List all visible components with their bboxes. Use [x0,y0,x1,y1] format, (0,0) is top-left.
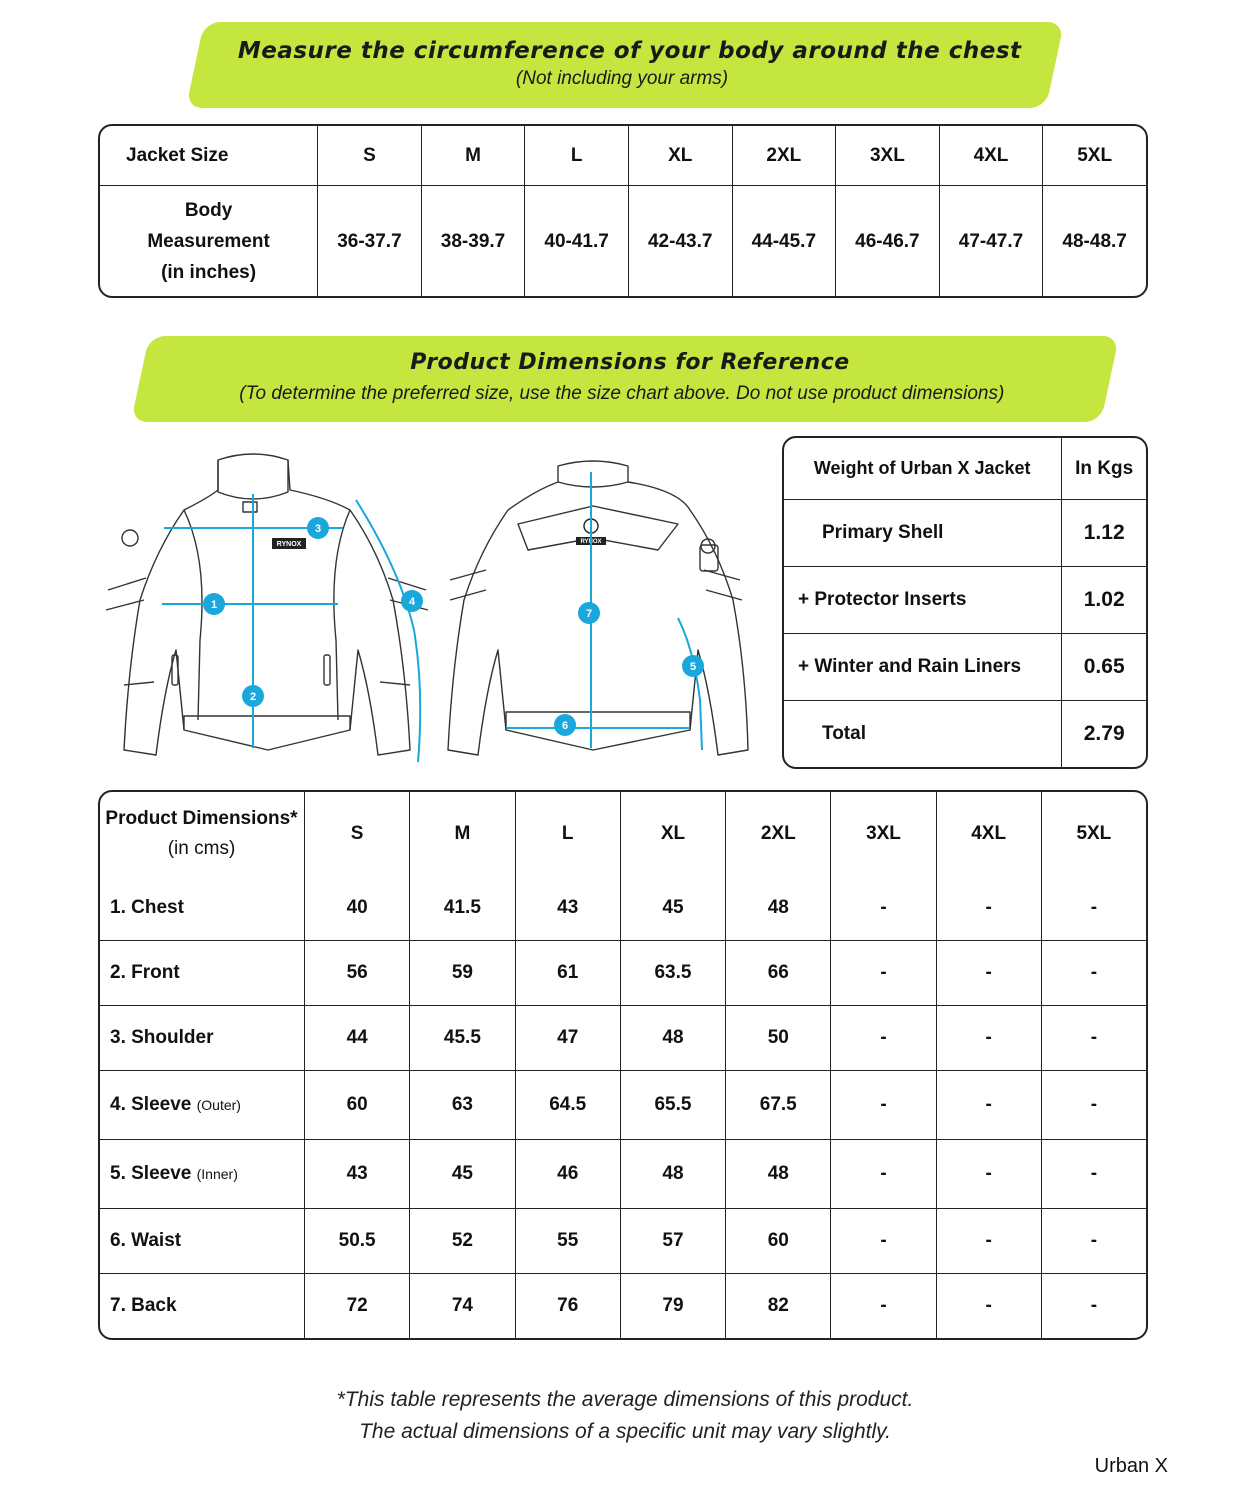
weight-label-liners: + Winter and Rain Liners [784,634,1062,701]
marker-7 [578,602,600,624]
dims-row-label [100,1274,305,1338]
dims-row-label-text: 2. Front [110,962,180,983]
size-header-2xl: 2XL [733,126,837,186]
svg-text:2: 2 [249,691,257,703]
dims-row [100,1140,1146,1209]
dims-cell: - [937,1209,1042,1274]
weight-row-liners [784,634,1146,701]
body-measurement-l: 40-41.7 [525,186,629,296]
dims-row-label-text: 7. Back [110,1295,177,1316]
dims-cell: 66 [726,941,831,1006]
body-measurement-label-line1: Body [184,199,233,221]
weight-value-protector-inserts: 1.02 [1062,567,1146,634]
dims-cell: 79 [621,1274,726,1338]
size-chart-header-row [100,126,1146,186]
measurement-lines [162,472,702,762]
dims-cell: - [1042,1071,1146,1140]
dims-row-label [100,941,305,1006]
weight-label-protector-inserts: + Protector Inserts [784,567,1062,634]
dims-cell: 72 [305,1274,410,1338]
size-chart-subtitle: (Not including your arms) [515,68,729,89]
size-chart-title: Measure the circumference of your body around the chest [237,38,1022,64]
size-header-xl: XL [629,126,733,186]
dims-row [100,1274,1146,1338]
dims-cell: 52 [410,1209,515,1274]
dims-cell: 60 [726,1209,831,1274]
marker-1 [203,593,225,615]
dims-cell: - [937,876,1042,941]
dims-size-xl: XL [621,792,726,876]
product-dimensions-table [98,790,1148,1340]
dims-cell: 56 [305,941,410,1006]
svg-text:5: 5 [689,661,697,673]
dims-cell: - [937,1006,1042,1071]
weight-value-primary-shell: 1.12 [1062,500,1146,567]
size-header-3xl: 3XL [836,126,940,186]
dims-row-note: (Outer) [196,1097,241,1113]
dims-cell: - [1042,941,1146,1006]
weight-header-row [784,438,1146,500]
dims-row [100,876,1146,941]
dims-cell: 48 [621,1006,726,1071]
dims-cell: - [831,1209,936,1274]
dims-cell: - [1042,1006,1146,1071]
dims-cell: - [1090,1295,1098,1316]
weight-label-total: Total [784,701,1062,767]
dims-cell: 45 [410,1140,515,1209]
svg-text:1: 1 [210,599,218,611]
size-header-5xl: 5XL [1043,126,1146,186]
dims-size-2xl: 2XL [726,792,831,876]
footnote [0,1384,1250,1448]
dims-cell: 74 [410,1274,515,1338]
weight-header-label: Weight of Urban X Jacket [784,438,1062,500]
weight-value-total: 2.79 [1083,722,1125,745]
dims-row-label-text: 5. Sleeve [110,1163,192,1184]
dims-header-unit: (in cms) [167,838,236,859]
dims-cell: 46 [516,1140,621,1209]
dims-cell: 50 [726,1006,831,1071]
dims-cell: 43 [516,876,621,941]
dims-cell: 60 [305,1071,410,1140]
marker-3 [307,517,329,539]
marker-5 [682,655,704,677]
body-measurement-label-line2: Measurement [147,230,270,252]
body-measurement-row [100,186,1146,296]
dims-cell: 64.5 [516,1071,621,1140]
dims-row-label-text: 1. Chest [110,897,184,918]
body-measurement-m: 38-39.7 [422,186,526,296]
body-measurement-3xl: 46-46.7 [836,186,940,296]
dims-row-label [100,1006,305,1071]
dims-row [100,941,1146,1006]
dims-cell: - [937,1071,1042,1140]
dims-row-label [100,1140,305,1209]
marker-6 [554,714,576,736]
footnote-line2: The actual dimensions of a specific unit may vary slightly. [359,1420,891,1443]
body-measurement-2xl: 44-45.7 [733,186,837,296]
dims-size-l: L [516,792,621,876]
dims-size-5xl: 5XL [1076,823,1112,844]
weight-row-protector-inserts [784,567,1146,634]
body-measurement-xl: 42-43.7 [629,186,733,296]
dims-cell: - [937,941,1042,1006]
svg-text:7: 7 [585,608,593,620]
dims-cell: - [831,941,936,1006]
dims-size-m: M [410,792,515,876]
body-measurement-s: 36-37.7 [318,186,422,296]
dims-cell: - [937,1274,1042,1338]
back-brand-logo: RYNOX [580,539,602,545]
front-brand-logo: RYNOX [276,541,302,548]
dims-cell: 61 [516,941,621,1006]
dims-header-title: Product Dimensions* [105,808,298,829]
dims-row-label [100,876,305,941]
dims-size-3xl: 3XL [831,792,936,876]
dims-cell: - [937,1140,1042,1209]
dims-row-label-text: 6. Waist [110,1230,182,1251]
weight-value-liners: 0.65 [1062,634,1146,701]
dims-header-row [100,792,1146,876]
footnote-line1: *This table represents the average dimensions of this product. [336,1388,914,1411]
dims-row-label [100,1071,305,1140]
marker-2 [242,685,264,707]
dims-row [100,1071,1146,1140]
size-header-4xl: 4XL [940,126,1044,186]
dims-cell: 44 [305,1006,410,1071]
dims-cell: 65.5 [621,1071,726,1140]
size-header-s: S [318,126,422,186]
dims-row-label-text: 3. Shoulder [110,1027,214,1048]
dims-cell: - [831,876,936,941]
dims-body [100,876,1146,1338]
dims-cell: 55 [516,1209,621,1274]
dims-cell: - [831,1006,936,1071]
dims-cell: 48 [726,876,831,941]
dims-cell: 43 [305,1140,410,1209]
weight-header-unit: In Kgs [1062,438,1146,500]
svg-text:4: 4 [408,596,416,608]
body-measurement-label-line3: (in inches) [161,261,257,283]
weight-row-primary-shell [784,500,1146,567]
body-size-chart-table [98,124,1148,298]
dims-cell: 57 [621,1209,726,1274]
dims-cell: 47 [516,1006,621,1071]
dims-cell: - [1042,876,1146,941]
weight-label-primary-shell: Primary Shell [784,500,1062,567]
dims-cell: 40 [305,876,410,941]
dims-cell: 82 [726,1274,831,1338]
dims-cell: - [1042,1140,1146,1209]
weight-row-total [784,701,1146,767]
dims-cell: - [831,1274,936,1338]
product-dimensions-subtitle: (To determine the preferred size, use the size chart above. Do not use product dimensions) [239,383,1005,404]
dims-cell: 45.5 [410,1006,515,1071]
dims-cell: - [831,1071,936,1140]
dims-size-4xl: 4XL [937,792,1042,876]
dims-cell: 45 [621,876,726,941]
dims-cell: 50.5 [305,1209,410,1274]
dims-header-label [100,792,305,876]
product-dimensions-title: Product Dimensions for Reference [410,350,850,375]
dims-cell: 76 [516,1274,621,1338]
dims-cell: - [1042,1209,1146,1274]
dims-cell: 67.5 [726,1071,831,1140]
dims-cell: - [831,1140,936,1209]
body-measurement-5xl: 48-48.7 [1062,230,1127,252]
dims-row-note: (Inner) [196,1166,238,1182]
jacket-measurement-diagram [88,450,768,770]
dims-row [100,1209,1146,1274]
product-dimensions-banner [131,336,1119,422]
jacket-size-header: Jacket Size [100,126,318,186]
dims-row-label-text: 4. Sleeve [110,1094,192,1115]
dims-size-s: S [305,792,410,876]
size-header-l: L [525,126,629,186]
svg-text:6: 6 [561,720,569,732]
size-chart-banner [186,22,1064,108]
svg-text:3: 3 [314,523,322,535]
body-measurement-4xl: 47-47.7 [940,186,1044,296]
size-header-m: M [422,126,526,186]
dims-cell: 63.5 [621,941,726,1006]
body-measurement-label [100,186,318,296]
marker-4 [401,590,423,612]
dims-cell: 48 [621,1140,726,1209]
dims-row [100,1006,1146,1071]
dims-row-label [100,1209,305,1274]
dims-cell: 63 [410,1071,515,1140]
dims-cell: 41.5 [410,876,515,941]
dims-cell: 48 [726,1140,831,1209]
dims-cell: 59 [410,941,515,1006]
product-name-label: Urban X [1094,1455,1168,1477]
jacket-weight-table [782,436,1148,769]
